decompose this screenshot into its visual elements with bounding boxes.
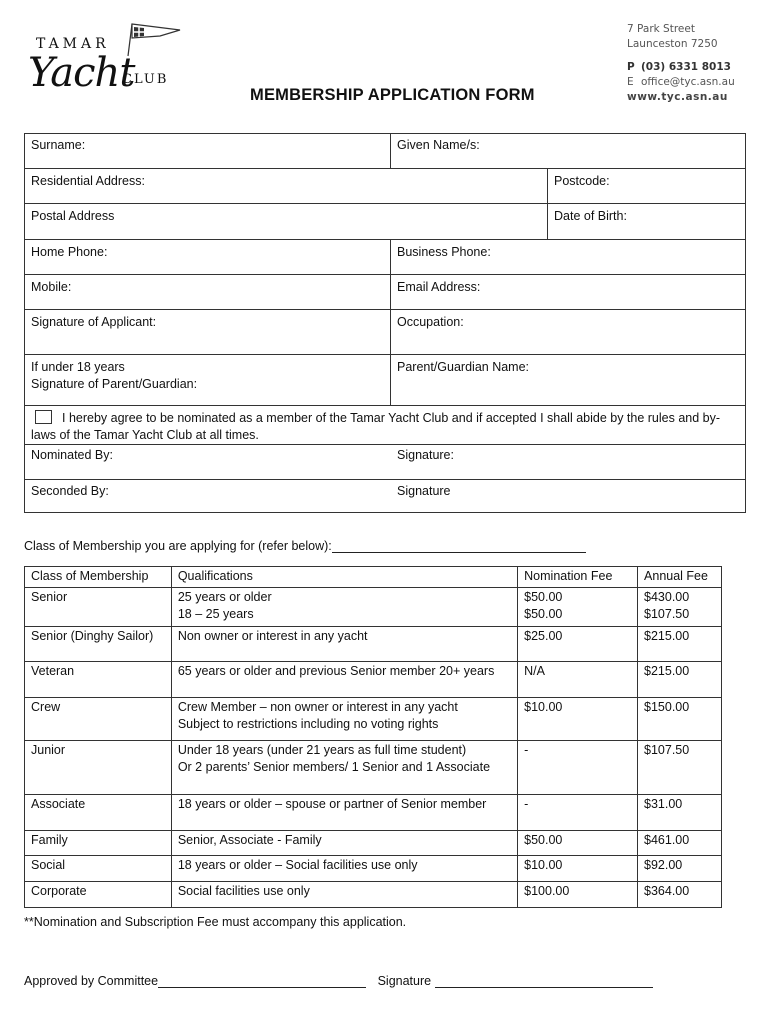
cell-nomination-fee: $100.00 — [518, 882, 638, 908]
cell-class: Family — [25, 831, 172, 856]
contact-email-line — [627, 75, 735, 90]
occupation-field[interactable]: Occupation: — [397, 315, 464, 329]
cell-annual-fee: $430.00 $107.50 — [638, 588, 722, 627]
table-row — [25, 882, 722, 908]
cell-nomination-fee: - — [518, 741, 638, 795]
nominated-by-field[interactable]: Nominated By: — [31, 448, 113, 462]
header-qualifications: Qualifications — [171, 567, 517, 588]
contact-street: 7 Park Street — [627, 23, 695, 35]
cell-qualifications: 25 years or older 18 – 25 years — [171, 588, 517, 627]
table-row — [25, 662, 722, 698]
postal-address-field[interactable]: Postal Address — [31, 209, 115, 223]
approved-by-input[interactable] — [158, 976, 366, 988]
contact-website[interactable]: www.tyc.asn.au — [627, 91, 728, 103]
cell-nomination-fee: $50.00 $50.00 — [518, 588, 638, 627]
agreement-text: I hereby agree to be nominated as a member of the Tamar Yacht Club and if accepted I shall abide by the rules and by-laws of the Tamar Yacht Club at all times. — [31, 411, 721, 442]
cell-class: Crew — [25, 698, 172, 741]
cell-qualifications: 18 years or older – spouse or partner of Senior member — [171, 795, 517, 831]
approved-signature-input[interactable] — [435, 976, 653, 988]
residential-address-field[interactable]: Residential Address: — [31, 174, 145, 188]
home-phone-field[interactable]: Home Phone: — [31, 245, 108, 259]
table-row — [25, 831, 722, 856]
guardian-signature-label: Signature of Parent/Guardian: — [31, 377, 198, 391]
approved-by-label: Approved by Committee — [24, 974, 159, 988]
cell-annual-fee: $92.00 — [638, 856, 722, 882]
logo-tamar: TAMAR — [36, 36, 110, 52]
agreement-row — [25, 407, 739, 447]
fee-note: **Nomination and Subscription Fee must accompany this application. — [24, 915, 407, 929]
cell-qualifications: Under 18 years (under 21 years as full time student) Or 2 parents’ Senior members/ 1 Senior and 1 Associate — [171, 741, 517, 795]
header-nomination-fee: Nomination Fee — [518, 567, 638, 588]
given-names-field[interactable]: Given Name/s: — [397, 138, 480, 152]
club-logo — [22, 20, 192, 110]
cell-nomination-fee: $10.00 — [518, 856, 638, 882]
cell-qualifications: Senior, Associate - Family — [171, 831, 517, 856]
cell-class: Junior — [25, 741, 172, 795]
cell-class: Senior — [25, 588, 172, 627]
cell-annual-fee: $215.00 — [638, 662, 722, 698]
cell-annual-fee: $364.00 — [638, 882, 722, 908]
contact-city: Launceston 7250 — [627, 38, 718, 50]
class-prompt-label: Class of Membership you are applying for (refer below): — [24, 539, 332, 553]
cell-nomination-fee: - — [518, 795, 638, 831]
cell-qualifications: 18 years or older – Social facilities use only — [171, 856, 517, 882]
table-row — [25, 588, 722, 627]
business-phone-field[interactable]: Business Phone: — [397, 245, 491, 259]
cell-class: Associate — [25, 795, 172, 831]
fee-table — [24, 566, 722, 908]
contact-email[interactable]: office@tyc.asn.au — [641, 76, 735, 88]
logo-yacht: Yacht — [28, 50, 135, 96]
phone-key: P — [627, 61, 635, 73]
table-row — [25, 698, 722, 741]
cell-nomination-fee: $10.00 — [518, 698, 638, 741]
cell-nomination-fee: $50.00 — [518, 831, 638, 856]
class-input-line[interactable] — [332, 541, 586, 553]
surname-field[interactable]: Surname: — [31, 138, 86, 152]
seconded-signature-field[interactable]: Signature — [397, 484, 451, 498]
cell-annual-fee: $215.00 — [638, 627, 722, 662]
applicant-signature-field[interactable]: Signature of Applicant: — [31, 315, 157, 329]
contact-phone-line — [627, 60, 735, 75]
guardian-name-field[interactable]: Parent/Guardian Name: — [397, 360, 530, 374]
agreement-checkbox[interactable] — [35, 410, 52, 424]
class-prompt — [24, 539, 586, 553]
cell-annual-fee: $150.00 — [638, 698, 722, 741]
application-form — [24, 133, 746, 513]
table-row — [25, 741, 722, 795]
contact-block — [627, 22, 735, 105]
email-address-field[interactable]: Email Address: — [397, 280, 481, 294]
approval-line — [24, 974, 653, 988]
page-title: MEMBERSHIP APPLICATION FORM — [250, 86, 535, 104]
postcode-field[interactable]: Postcode: — [554, 174, 610, 188]
cell-qualifications: Social facilities use only — [171, 882, 517, 908]
cell-qualifications: Crew Member – non owner or interest in any yacht Subject to restrictions including no voting rights — [171, 698, 517, 741]
cell-annual-fee: $31.00 — [638, 795, 722, 831]
header-class: Class of Membership — [25, 567, 172, 588]
header-annual-fee: Annual Fee — [638, 567, 722, 588]
table-row — [25, 795, 722, 831]
contact-phone: (03) 6331 8013 — [641, 61, 731, 73]
logo-club: CLUB — [122, 72, 169, 87]
cell-class: Senior (Dinghy Sailor) — [25, 627, 172, 662]
table-row — [25, 627, 722, 662]
cell-qualifications: Non owner or interest in any yacht — [171, 627, 517, 662]
approved-signature-label: Signature — [377, 974, 432, 988]
seconded-by-field[interactable]: Seconded By: — [31, 484, 109, 498]
table-row — [25, 856, 722, 882]
date-of-birth-field[interactable]: Date of Birth: — [554, 209, 627, 223]
cell-nomination-fee: $25.00 — [518, 627, 638, 662]
cell-nomination-fee: N/A — [518, 662, 638, 698]
under-18-label: If under 18 years — [31, 360, 125, 374]
guardian-signature-field[interactable] — [25, 356, 203, 396]
mobile-field[interactable]: Mobile: — [31, 280, 72, 294]
email-key: E — [627, 76, 634, 88]
cell-annual-fee: $461.00 — [638, 831, 722, 856]
cell-class: Social — [25, 856, 172, 882]
table-header-row — [25, 567, 722, 588]
cell-class: Veteran — [25, 662, 172, 698]
cell-class: Corporate — [25, 882, 172, 908]
cell-qualifications: 65 years or older and previous Senior member 20+ years — [171, 662, 517, 698]
nominated-signature-field[interactable]: Signature: — [397, 448, 454, 462]
cell-annual-fee: $107.50 — [638, 741, 722, 795]
